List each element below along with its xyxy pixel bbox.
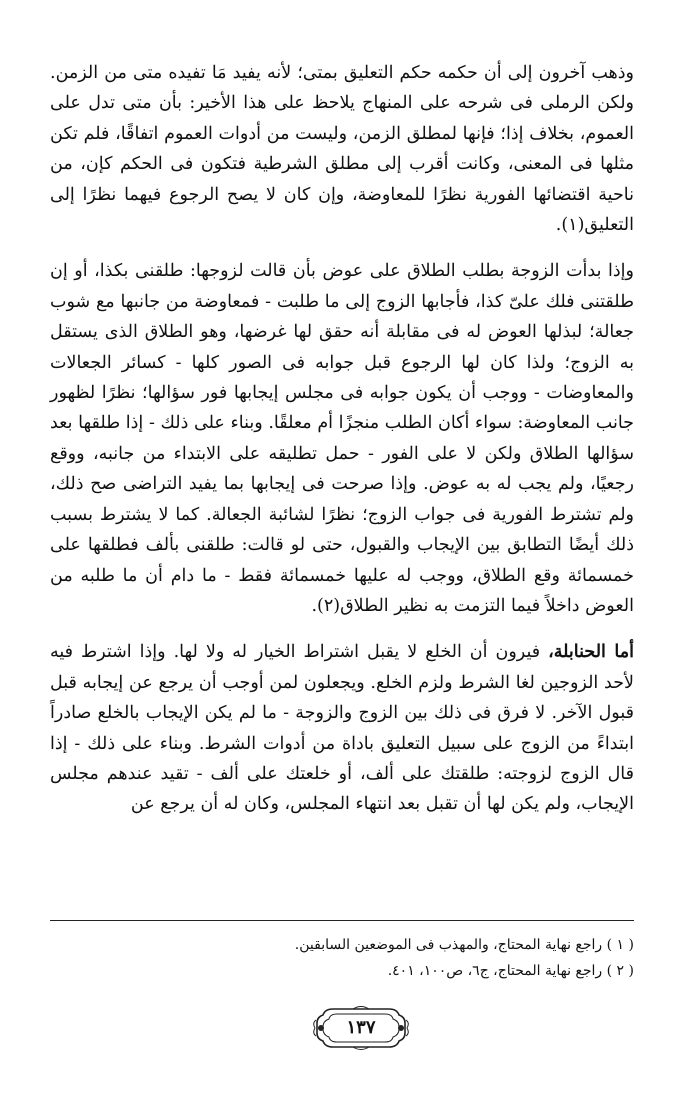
footnote-divider (50, 920, 634, 921)
footnote-1: ( ١ ) راجع نهاية المحتاج، والمهذب فى الموضعين السابقين. (294, 937, 634, 953)
paragraph-2: وإذا بدأت الزوجة بطلب الطلاق على عوض بأن قالت لزوجها: طلقنى بكذا، أو إن طلقتنى فلك علىّ كذا، فأجابها الزوج إلى ما طلبت - فمعاوضة من جانبها مع شوب جعالة؛ لبذلها العوض له فى مقابلة أنه حقق لها غرضها، وهو الطلاق الذى يستقل به الزوج؛ ولذا كان لها الرجوع قبل جوابه فى الصور كلها - كسائر الجعالات والمعاوضات - ووجب أن يكون جوابه فى مجلس إيجابها فور سؤالها؛ نظرًا لظهور جانب المعاوضة: سواء أكان الطلب منجزًا أم معلقًا. وبناء على ذلك - إذا طلقها بعد سؤالها الطلاق ولكن لا على الفور - حمل تطليقه على الابتداء من جانبه، ووقع رجعيًا، ولم يجب له به عوض. وإذا صرحت فى إيجابها بما يفيد التراضى صح ذلك، ولم تشترط الفورية فى جواب الزوج؛ نظرًا لشائبة الجعالة. كما لا يشترط بسبب ذلك أيضًا التطابق بين الإيجاب والقبول، حتى لو قالت: طلقنى بألف فطلقها على خمسمائة وقع الطلاق، ووجب له عليها خمسمائة فقط - ما دام أن ما طلبه من العوض داخلاً فيما التزمت به نظير الطلاق(٢). (50, 261, 634, 616)
page-number: ١٣٧ (346, 1017, 376, 1038)
paragraph-1: وذهب آخرون إلى أن حكمه حكم التعليق بمتى؛ لأنه يفيد مَا تفيده متى من الزمن. ولكن الرملى فى شرحه على المنهاج يلاحظ على هذا الأخير: بأن متى تدل على العموم، بخلاف إذا؛ فإنها لمطلق الزمن، وليست من أدوات العموم اتفاقًا، فلم تكن مثلها فى المعنى، وكانت أقرب إلى مطلق الشرطية فتكون فى الحكم كإن، من ناحية اقتضائها الفورية نظرًا للمعاوضة، وإن كان لا يصح الرجوع فيهما نظرًا إلى التعليق(١). (50, 63, 634, 236)
page-number-ornament (313, 1003, 409, 1053)
page-body (50, 58, 634, 820)
paragraph-3-lead: أما الحنابلة، (548, 642, 634, 663)
footnote-2: ( ٢ ) راجع نهاية المحتاج، ج٦، ص١٠٠، ٤٠١. (387, 963, 634, 979)
paragraph-3 (50, 637, 634, 819)
paragraph-3-text: فيرون أن الخلع لا يقبل اشتراط الخيار له ولا لها. وإذا اشترط فيه لأحد الزوجين لغا الشرط ولزم الخلع. ويجعلون لمن أوجب أن يرجع عن إيجابه قبل قبول الآخر. لا فرق فى ذلك بين الزوج والزوجة - ما لم يكن الإيجاب بالخلع صادراً ابتداءً من الزوج على سبيل التعليق باداة من أدوات الشرط. وبناء على ذلك - إذا قال الزوج لزوجته: طلقتك على ألف، أو خلعتك على ألف - تقيد عندهم مجلس الإيجاب، ولم يكن لها أن تقبل بعد انتهاء المجلس، وكان له أن يرجع عن (50, 642, 634, 815)
footnotes (50, 932, 634, 984)
